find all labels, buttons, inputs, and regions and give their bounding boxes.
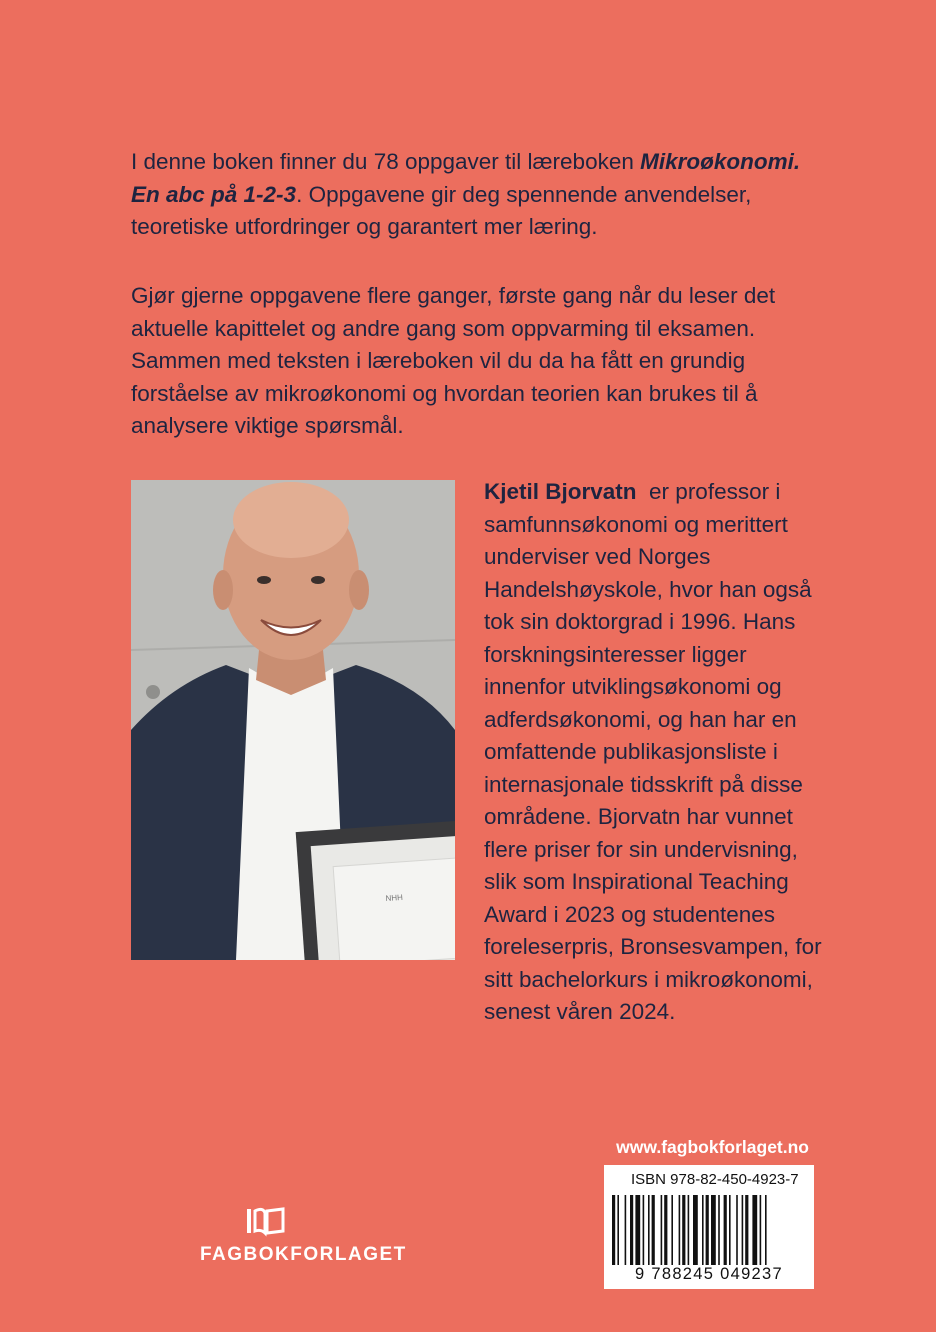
- author-photo: [131, 480, 455, 960]
- intro-paragraph: [131, 146, 831, 244]
- isbn-label: ISBN 978-82-450-4923-7: [631, 1171, 799, 1188]
- publisher-logo: [200, 1205, 407, 1266]
- barcode-icon: [612, 1195, 806, 1265]
- usage-paragraph: Gjør gjerne oppgavene flere ganger, første gang når du leser det aktuelle kapittelet og andre gang som oppvarming til eksamen. Sammen med teksten i læreboken vil du da ha fått en grundig forståelse av mikroøkonomi og hvordan teorien kan brukes til å analysere viktige spørsmål.: [131, 283, 776, 438]
- author-portrait-illustration: [131, 480, 455, 960]
- isbn-barcode: [604, 1165, 814, 1289]
- open-book-logo-icon: [243, 1205, 287, 1237]
- author-name: Kjetil Bjorvatn: [484, 479, 637, 504]
- author-bio-text: er professor i samfunnsøkonomi og merittert underviser ved Norges Handelshøyskole, hvor han også tok sin doktorgrad i 1996. Hans forskningsinteresser ligger innenfor utviklingsøkonomi og adferdsøkonomi, og han har en omfattende publikasjonsliste i internasjonale tidsskrift på disse områdene. Bjorvatn har vunnet flere priser for sin undervisning, slik som Inspirational Teaching Award i 2023 og studentenes foreleserpris, Bronsesvampen, for sitt bachelorkurs i mikroøkonomi, senest våren 2024.: [484, 479, 822, 1024]
- book-title: Mikroøkonomi. En abc på 1-2-3: [131, 149, 801, 207]
- publisher-name: FAGBOKFORLAGET: [200, 1244, 407, 1265]
- intro-text-start: I denne boken finner du 78 oppgaver til læreboken: [131, 149, 641, 174]
- intro-text-end: . Oppgavene gir deg spennende anvendelser, teoretiske utfordringer og garantert mer læring.: [131, 181, 752, 239]
- author-bio: [484, 476, 824, 1029]
- barcode-digits: 9 788245 049237: [635, 1265, 783, 1283]
- publisher-website[interactable]: www.fagbokforlaget.no: [616, 1137, 809, 1157]
- certificate-text: NHH: [385, 892, 404, 904]
